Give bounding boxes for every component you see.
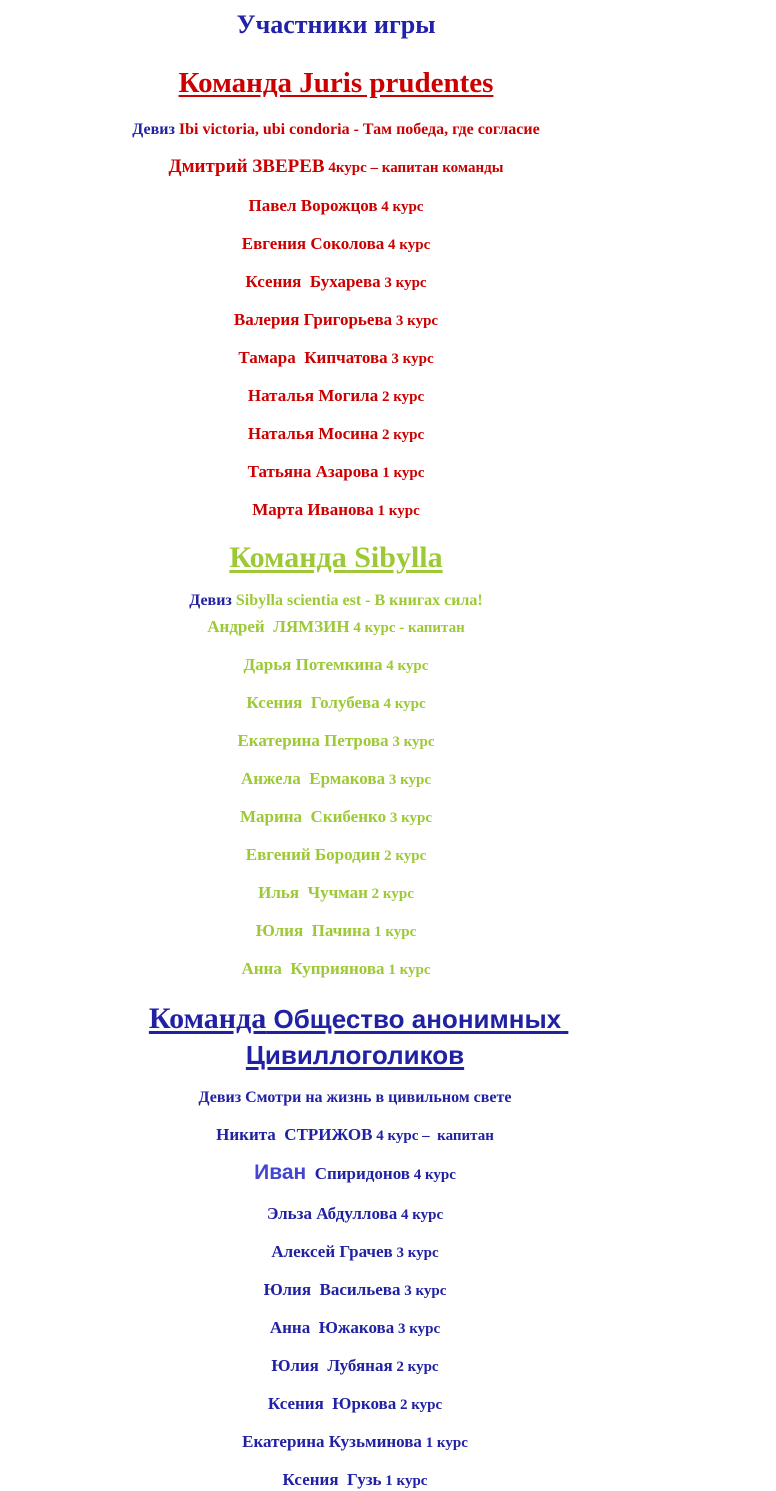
motto-text: Ibi victoria, ubi condoria - Там победа, где согласие: [174, 121, 540, 138]
member-name: Анна Южакова: [269, 1318, 395, 1337]
member-row: [0, 807, 672, 828]
member-name: Дарья Потемкина: [243, 655, 383, 674]
member-name: Наталья Мосина: [247, 424, 379, 443]
team-header-name: Juris prudentes: [292, 67, 494, 99]
member-row: [38, 1394, 672, 1415]
member-course: 4 курс: [379, 696, 426, 712]
member-row: [0, 272, 672, 293]
member-name: Валерия Григорьева: [233, 310, 393, 329]
member-name: Наталья Могила: [247, 386, 379, 405]
member-name: Ксения Юркова: [267, 1394, 397, 1413]
member-course: 3 курс: [386, 810, 433, 826]
member-row: [38, 1242, 672, 1263]
member-row: [0, 731, 672, 752]
member-course: 4 курс: [384, 237, 431, 253]
member-row: [0, 196, 672, 217]
member-name: Ксения Бухарева: [245, 272, 381, 291]
member-name: Татьяна Азарова: [247, 462, 379, 481]
member-course: 2 курс: [378, 389, 425, 405]
team-section-sibylla: [0, 541, 672, 980]
member-course: 3 курс: [388, 734, 435, 750]
member-row: [0, 424, 672, 445]
team-section-civillogoliki: [0, 1001, 672, 1491]
member-course: 3 курс: [387, 351, 434, 367]
member-row: [0, 462, 672, 483]
member-course: 2 курс: [380, 848, 427, 864]
team-header-prefix: Команда: [229, 541, 347, 574]
member-row: [0, 921, 672, 942]
captain-line: [38, 1124, 672, 1147]
team-section-juris-prudentes: [0, 66, 672, 521]
member-row: [38, 1318, 672, 1339]
member-name: Ксения Гузь: [282, 1470, 382, 1489]
member-name: Эльза Абдуллова: [266, 1204, 398, 1223]
member-row: [38, 1204, 672, 1225]
motto-text: Sibylla scientia est - В книгах сила!: [231, 592, 483, 609]
member-course: 2 курс: [367, 886, 414, 902]
member-name: Анна Куприянова: [241, 959, 385, 978]
member-row: [0, 310, 672, 331]
member-name: Евгений Бородин: [245, 845, 381, 864]
captain-name: Андрей ЛЯМЗИН: [207, 617, 350, 636]
member-course: 4 курс: [409, 1167, 456, 1183]
member-row: [0, 386, 672, 407]
member-name: Ксения Голубева: [246, 693, 380, 712]
member-row: [38, 1280, 672, 1301]
member-row: [0, 845, 672, 866]
member-name: Евгения Соколова: [241, 234, 385, 253]
member-course: 1 курс: [370, 924, 417, 940]
member-name: Марина Скибенко: [239, 807, 387, 826]
member-course: 3 курс: [394, 1321, 441, 1337]
team-motto: [0, 120, 672, 139]
captain-name: Дмитрий ЗВЕРЕВ: [168, 156, 325, 177]
team-header: [0, 66, 672, 100]
team-header: [38, 1001, 672, 1073]
member-name: Екатерина Петрова: [237, 731, 389, 750]
captain-note: 4 курс – капитан: [372, 1128, 494, 1144]
motto-text: Смотри на жизнь в цивильном свете: [241, 1089, 512, 1106]
member-name: Алексей Грачев: [271, 1242, 393, 1261]
team-header: [0, 541, 672, 575]
member-row: [38, 1470, 672, 1491]
member-name: Юлия Пачина: [255, 921, 371, 940]
member-row: [0, 959, 672, 980]
captain-line: [0, 617, 672, 638]
page-title: Участники игры: [236, 10, 436, 39]
member-name: Екатерина Кузьминова: [242, 1432, 422, 1451]
motto-label: Девиз: [198, 1089, 242, 1106]
captain-note: 4курс – капитан команды: [324, 160, 504, 176]
member-name: Юлия Лубяная: [271, 1356, 393, 1375]
member-name: Марта Иванова: [252, 500, 374, 519]
captain-line: [0, 156, 672, 179]
member-course: 2 курс: [396, 1397, 443, 1413]
member-course: 1 курс: [373, 503, 420, 519]
captain-name: Никита СТРИЖОВ: [216, 1125, 373, 1144]
captain-note: 4 курс - капитан: [349, 620, 465, 636]
member-name: Павел Ворожцов: [248, 196, 378, 215]
member-course: 2 курс: [378, 427, 425, 443]
team-header-name: Общество анонимных Цивиллоголиков: [245, 1004, 569, 1070]
motto-label: Девиз: [189, 592, 232, 609]
motto-label: Девиз: [132, 121, 175, 138]
member-row: [38, 1432, 672, 1453]
member-name: Анжела Ермакова: [240, 769, 386, 788]
member-row: [0, 883, 672, 904]
member-row-ivan: [38, 1161, 672, 1187]
member-name: Илья Чучман: [258, 883, 368, 902]
member-name: Юлия Васильева: [263, 1280, 401, 1299]
member-course: 1 курс: [421, 1435, 468, 1451]
member-row: [0, 348, 672, 369]
team-header-name: Sibylla: [346, 541, 443, 574]
member-course: 3 курс: [400, 1283, 447, 1299]
member-row: [0, 769, 672, 790]
member-course: 4 курс: [382, 658, 429, 674]
member-row: [0, 655, 672, 676]
member-row: [0, 693, 672, 714]
member-course: 4 курс: [397, 1207, 444, 1223]
member-first-name-sans: Иван: [254, 1161, 307, 1184]
member-row: [38, 1356, 672, 1377]
member-course: 4 курс: [377, 199, 424, 215]
member-course: 1 курс: [384, 962, 431, 978]
member-course: 3 курс: [392, 1245, 439, 1261]
member-course: 1 курс: [378, 465, 425, 481]
team-motto: [0, 591, 672, 610]
team-header-prefix: Команда: [148, 1002, 267, 1035]
member-course: 3 курс: [380, 275, 427, 291]
member-name: Спиридонов: [306, 1164, 410, 1183]
member-course: 3 курс: [392, 313, 439, 329]
member-course: 1 курс: [381, 1473, 428, 1489]
member-row: [0, 500, 672, 521]
member-course: 3 курс: [385, 772, 432, 788]
member-row: [0, 234, 672, 255]
member-name: Тамара Кипчатова: [238, 348, 388, 367]
member-course: 2 курс: [392, 1359, 439, 1375]
team-header-prefix: Команда: [178, 67, 293, 99]
team-motto: [38, 1088, 672, 1107]
